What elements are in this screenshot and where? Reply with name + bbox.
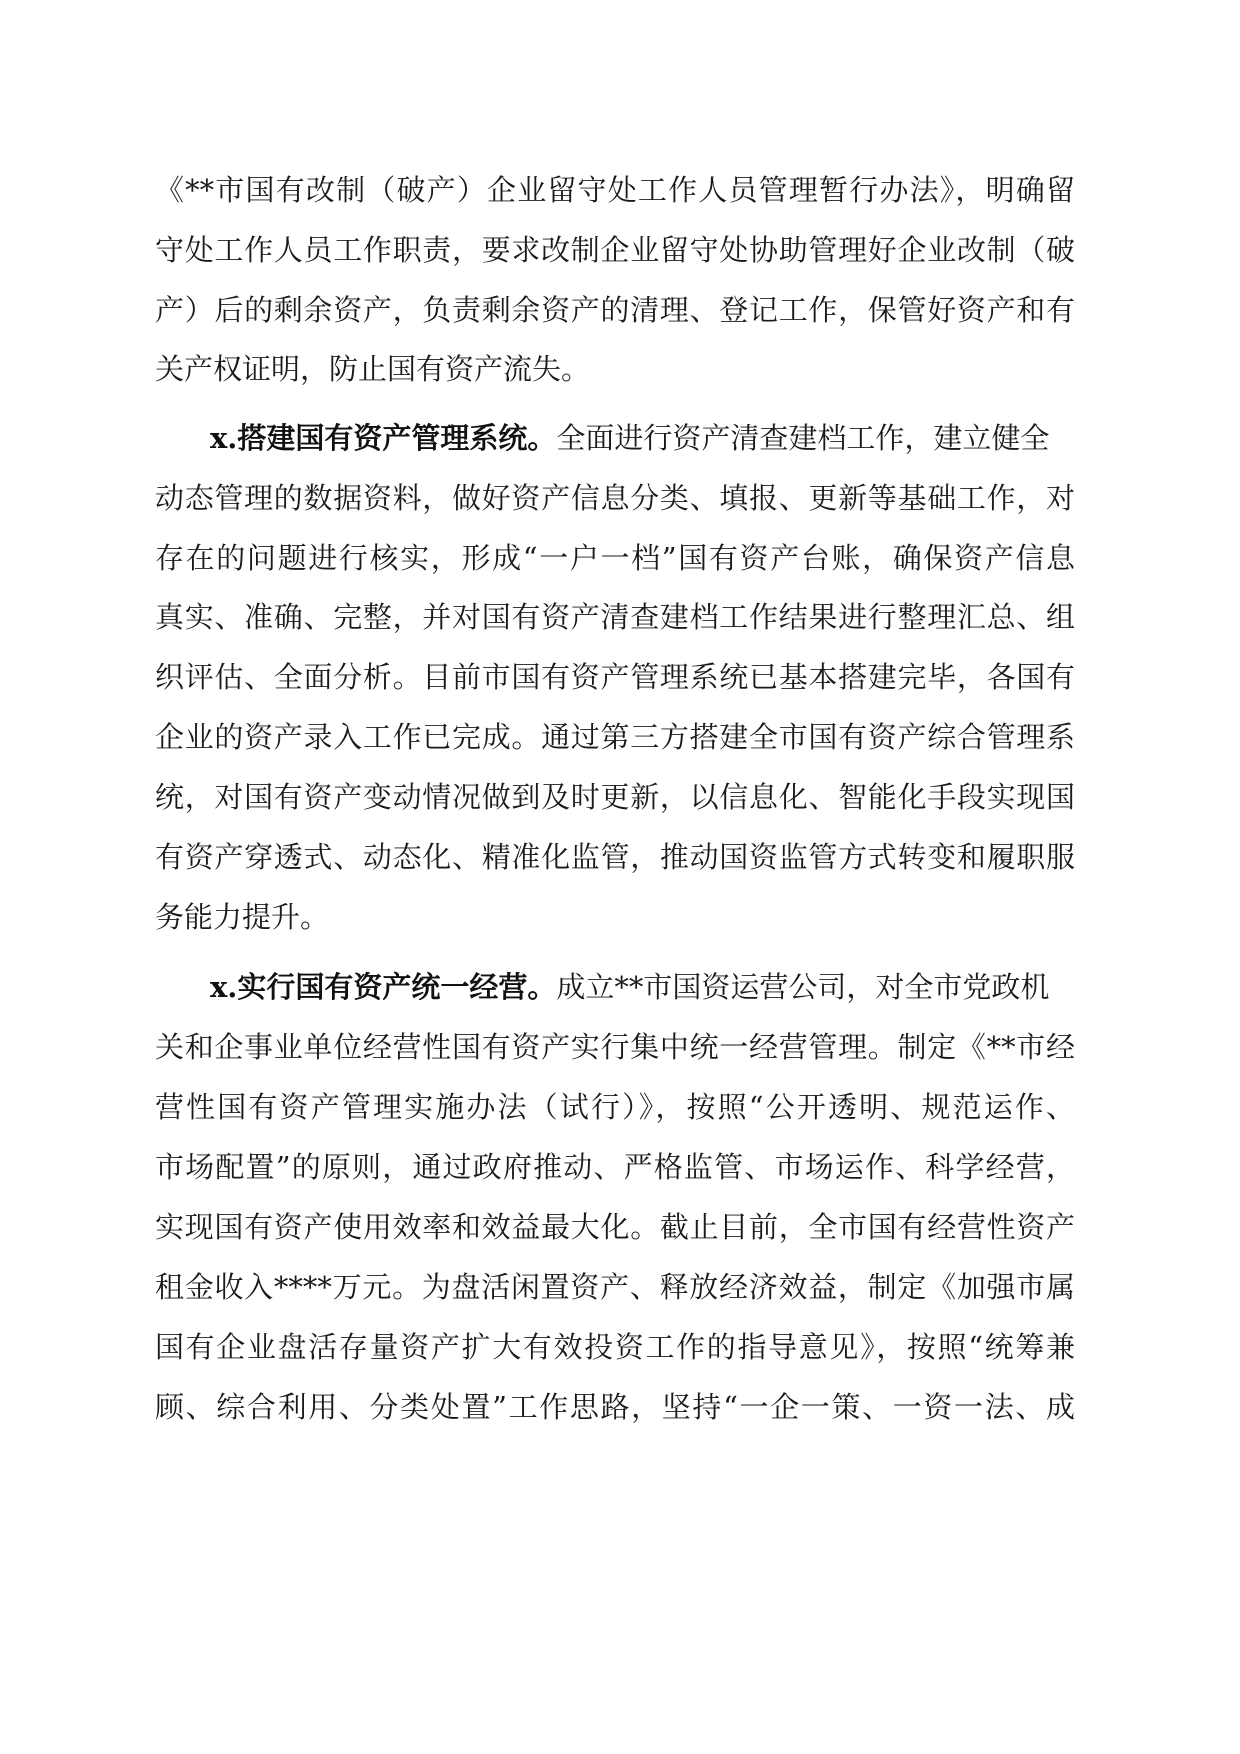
paragraph-3-heading: x.实行国有资产统一经营。	[210, 970, 557, 1004]
paragraph-3-line-5: 实现国有资产使用效率和效益最大化。截止目前，全市国有经营性资产	[155, 1210, 1075, 1244]
paragraph-2-line-7: 统，对国有资产变动情况做到及时更新，以信息化、智能化手段实现国	[155, 780, 1075, 814]
paragraph-3-line-4: 市场配置”的原则，通过政府推动、严格监管、市场运作、科学经营，	[155, 1150, 1075, 1184]
paragraph-3-first-line	[210, 963, 1075, 1011]
paragraph-1-line-1: 《**市国有改制（破产）企业留守处工作人员管理暂行办法》，明确留	[155, 173, 1075, 207]
paragraph-3-line-3: 营性国有资产管理实施办法（试行）》，按照“公开透明、规范运作、	[155, 1090, 1075, 1124]
paragraph-3-line-8: 顾、综合利用、分类处置”工作思路，坚持“一企一策、一资一法、成	[155, 1390, 1075, 1424]
paragraph-2-line-3: 存在的问题进行核实，形成“一户一档”国有资产台账，确保资产信息	[155, 541, 1075, 575]
paragraph-2-heading: x.搭建国有资产管理系统。	[210, 421, 557, 455]
paragraph-1-line-2: 守处工作人员工作职责，要求改制企业留守处协助管理好企业改制（破	[155, 233, 1075, 267]
paragraph-2-first-line	[210, 414, 1075, 462]
paragraph-1-line-4: 关产权证明，防止国有资产流失。	[155, 352, 591, 386]
paragraph-2-line-9: 务能力提升。	[155, 900, 330, 934]
paragraph-3-line-7: 国有企业盘活存量资产扩大有效投资工作的指导意见》，按照“统筹兼	[155, 1330, 1075, 1364]
paragraph-1-line-3: 产）后的剩余资产，负责剩余资产的清理、登记工作，保管好资产和有	[155, 293, 1075, 327]
paragraph-2-line-8: 有资产穿透式、动态化、精准化监管，推动国资监管方式转变和履职服	[155, 840, 1075, 874]
paragraph-2-line-6: 企业的资产录入工作已完成。通过第三方搭建全市国有资产综合管理系	[155, 720, 1075, 754]
paragraph-3-first-line-text: 成立**市国资运营公司，对全市党政机	[556, 970, 1050, 1004]
paragraph-2-line-4: 真实、准确、完整，并对国有资产清查建档工作结果进行整理汇总、组	[155, 600, 1075, 634]
paragraph-2-first-line-text: 全面进行资产清查建档工作，建立健全	[556, 421, 1050, 455]
paragraph-2-line-2: 动态管理的数据资料，做好资产信息分类、填报、更新等基础工作，对	[155, 481, 1075, 515]
paragraph-2-line-5: 织评估、全面分析。目前市国有资产管理系统已基本搭建完毕，各国有	[155, 660, 1075, 694]
paragraph-3-line-6: 租金收入****万元。为盘活闲置资产、释放经济效益，制定《加强市属	[155, 1270, 1075, 1304]
paragraph-3-line-2: 关和企事业单位经营性国有资产实行集中统一经营管理。制定《**市经	[155, 1030, 1075, 1064]
